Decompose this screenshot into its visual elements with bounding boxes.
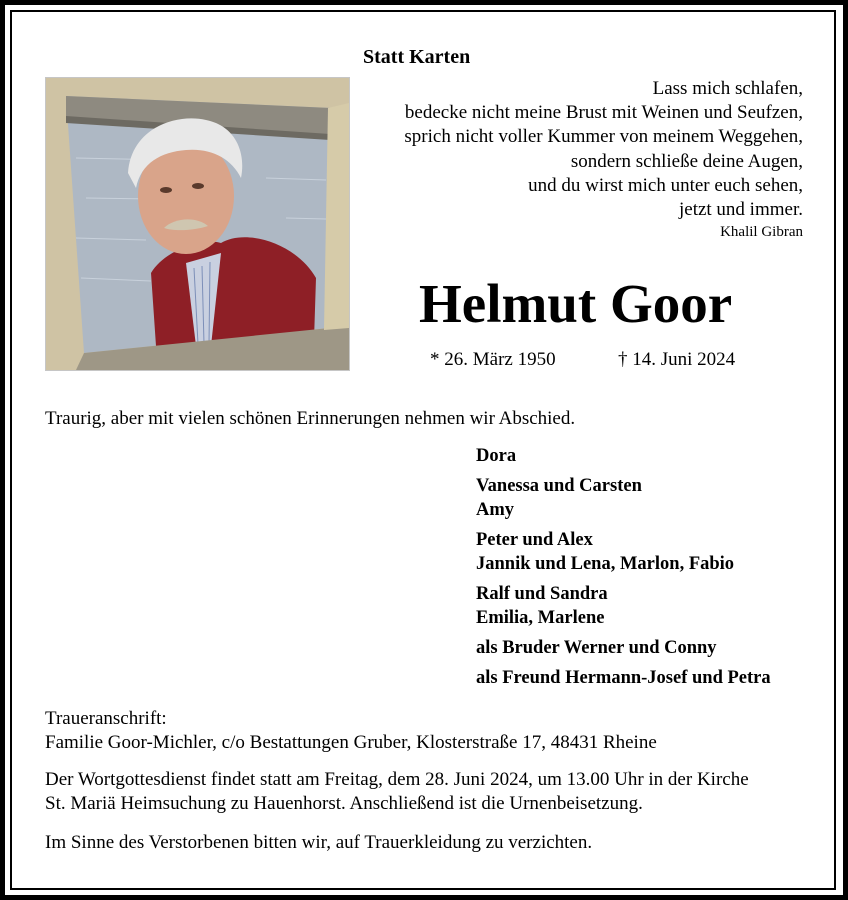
service-info [45,768,749,816]
heading-statt-karten: Statt Karten [363,46,471,68]
address-label: Traueranschrift: [45,708,167,729]
mourner-line: Dora [476,446,517,466]
mourner-line: Peter und Alex [476,530,593,550]
deceased-name: Helmut Goor [419,273,733,334]
birth-date: * 26. März 1950 [430,349,556,370]
mourner-group [476,528,771,576]
mourner-line: Jannik und Lena, Marlon, Fabio [476,554,735,574]
poem-line: Lass mich schlafen, [652,78,803,99]
poem-author: Khalil Gibran [720,224,803,240]
red-jacket [151,237,316,346]
poem [343,77,803,222]
portrait-photo [45,77,350,371]
poem-line: bedecke nicht meine Brust mit Weinen und Seufzen, [404,102,803,124]
mourner-line: Amy [476,500,515,520]
mourner-line: Emilia, Marlene [476,608,605,628]
poem-line: sprich nicht voller Kummer von meinem Weggehen, [404,126,803,148]
poem-line: jetzt und immer. [678,199,803,221]
service-line: Der Wortgottesdienst findet statt am Freitag, dem 28. Juni 2024, um 13.00 Uhr in der Kirche [45,769,749,790]
address-text: Familie Goor-Michler, c/o Bestattungen Gruber, Klosterstraße 17, 48431 Rheine [45,732,657,753]
mourner-line: Ralf und Sandra [476,584,608,604]
mourner-group [476,474,771,522]
mourner-line: Vanessa und Carsten [476,476,642,496]
poem-line: und du wirst mich unter euch sehen, [528,174,803,196]
mourner-line: als Freund Hermann-Josef und Petra [476,668,771,688]
dress-request: Im Sinne des Verstorbenen bitten wir, auf Trauerkleidung zu verzichten. [45,832,593,853]
mourner-group [476,582,771,630]
poem-line: sondern schließe deine Augen, [570,150,803,172]
portrait-photo-icon [46,78,349,370]
mourner-group [476,444,771,468]
death-date: † 14. Juni 2024 [618,349,736,370]
intro-text: Traurig, aber mit vielen schönen Erinnerungen nehmen wir Abschied. [45,408,576,429]
mourner-group [476,666,771,690]
mourning-address [45,707,657,755]
mourner-line: als Bruder Werner und Conny [476,638,717,658]
service-line: St. Mariä Heimsuchung zu Hauenhorst. Anschließend ist die Urnenbeisetzung. [45,793,643,814]
mourners-list [476,444,771,696]
mourner-group [476,636,771,660]
